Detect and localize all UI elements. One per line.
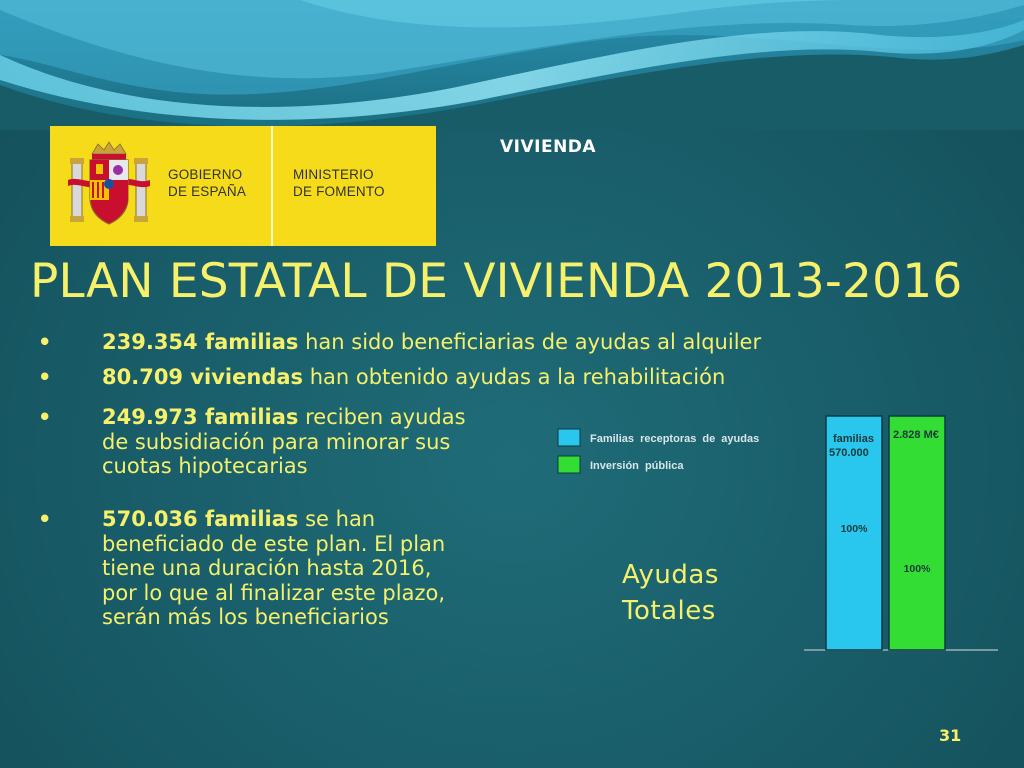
legend-swatch [558,456,580,473]
legend-swatch [558,429,580,446]
bullet-line: tiene una duración hasta 2016, [102,556,432,580]
bullet-line: reciben ayudas [298,405,466,429]
logo-line-1: GOBIERNO [168,167,243,182]
legend-label: Inversión pública [590,460,684,472]
page-title: PLAN ESTATAL DE VIVIENDA 2013-2016 [30,254,963,309]
bullet-dot: • [38,330,52,354]
bullet-bold: 80.709 viviendas [102,365,304,389]
bullet-bold: 570.036 familias [102,507,299,531]
bullet-line: cuotas hipotecarias [102,454,308,478]
bullet-line: se han [298,507,376,531]
chart-bar [889,416,945,650]
bullet-rest: han sido beneficiarias de ayudas al alquiler [298,330,762,354]
logo-line-2: DE ESPAÑA [168,184,247,199]
legend-label: Familias receptoras de ayudas [590,433,760,445]
bullet-line: por lo que al finalizar este plazo, [102,580,446,605]
bullet-line: beneficiado de este plan. El plan [102,531,446,556]
logo-line-3: MINISTERIO [293,167,374,182]
chart-value-label: 100% [903,563,931,575]
bullet-line: serán más los beneficiarios [102,605,389,629]
page-number: 31 [939,726,962,745]
bullet-bold: 249.973 familias [102,405,299,429]
bullet-dot: • [38,507,52,531]
chart-top-label: familias [833,433,874,445]
section-label: VIVIENDA [500,137,597,157]
bullet-dot: • [38,365,52,389]
chart-value-label: 100% [840,523,868,535]
bullet-bold: 239.354 familias [102,330,299,354]
ayudas-line-1: Ayudas [622,560,719,590]
bullet-dot: • [38,405,52,429]
bullet-rest: han obtenido ayudas a la rehabilitación [303,365,726,389]
chart-top-label: 570.000 [829,447,869,459]
logo-line-4: DE FOMENTO [293,184,385,199]
ayudas-line-2: Totales [622,596,716,626]
bullet-line: de subsidiación para minorar sus [102,429,451,454]
chart-top-label: 2.828 M€ [893,429,939,441]
